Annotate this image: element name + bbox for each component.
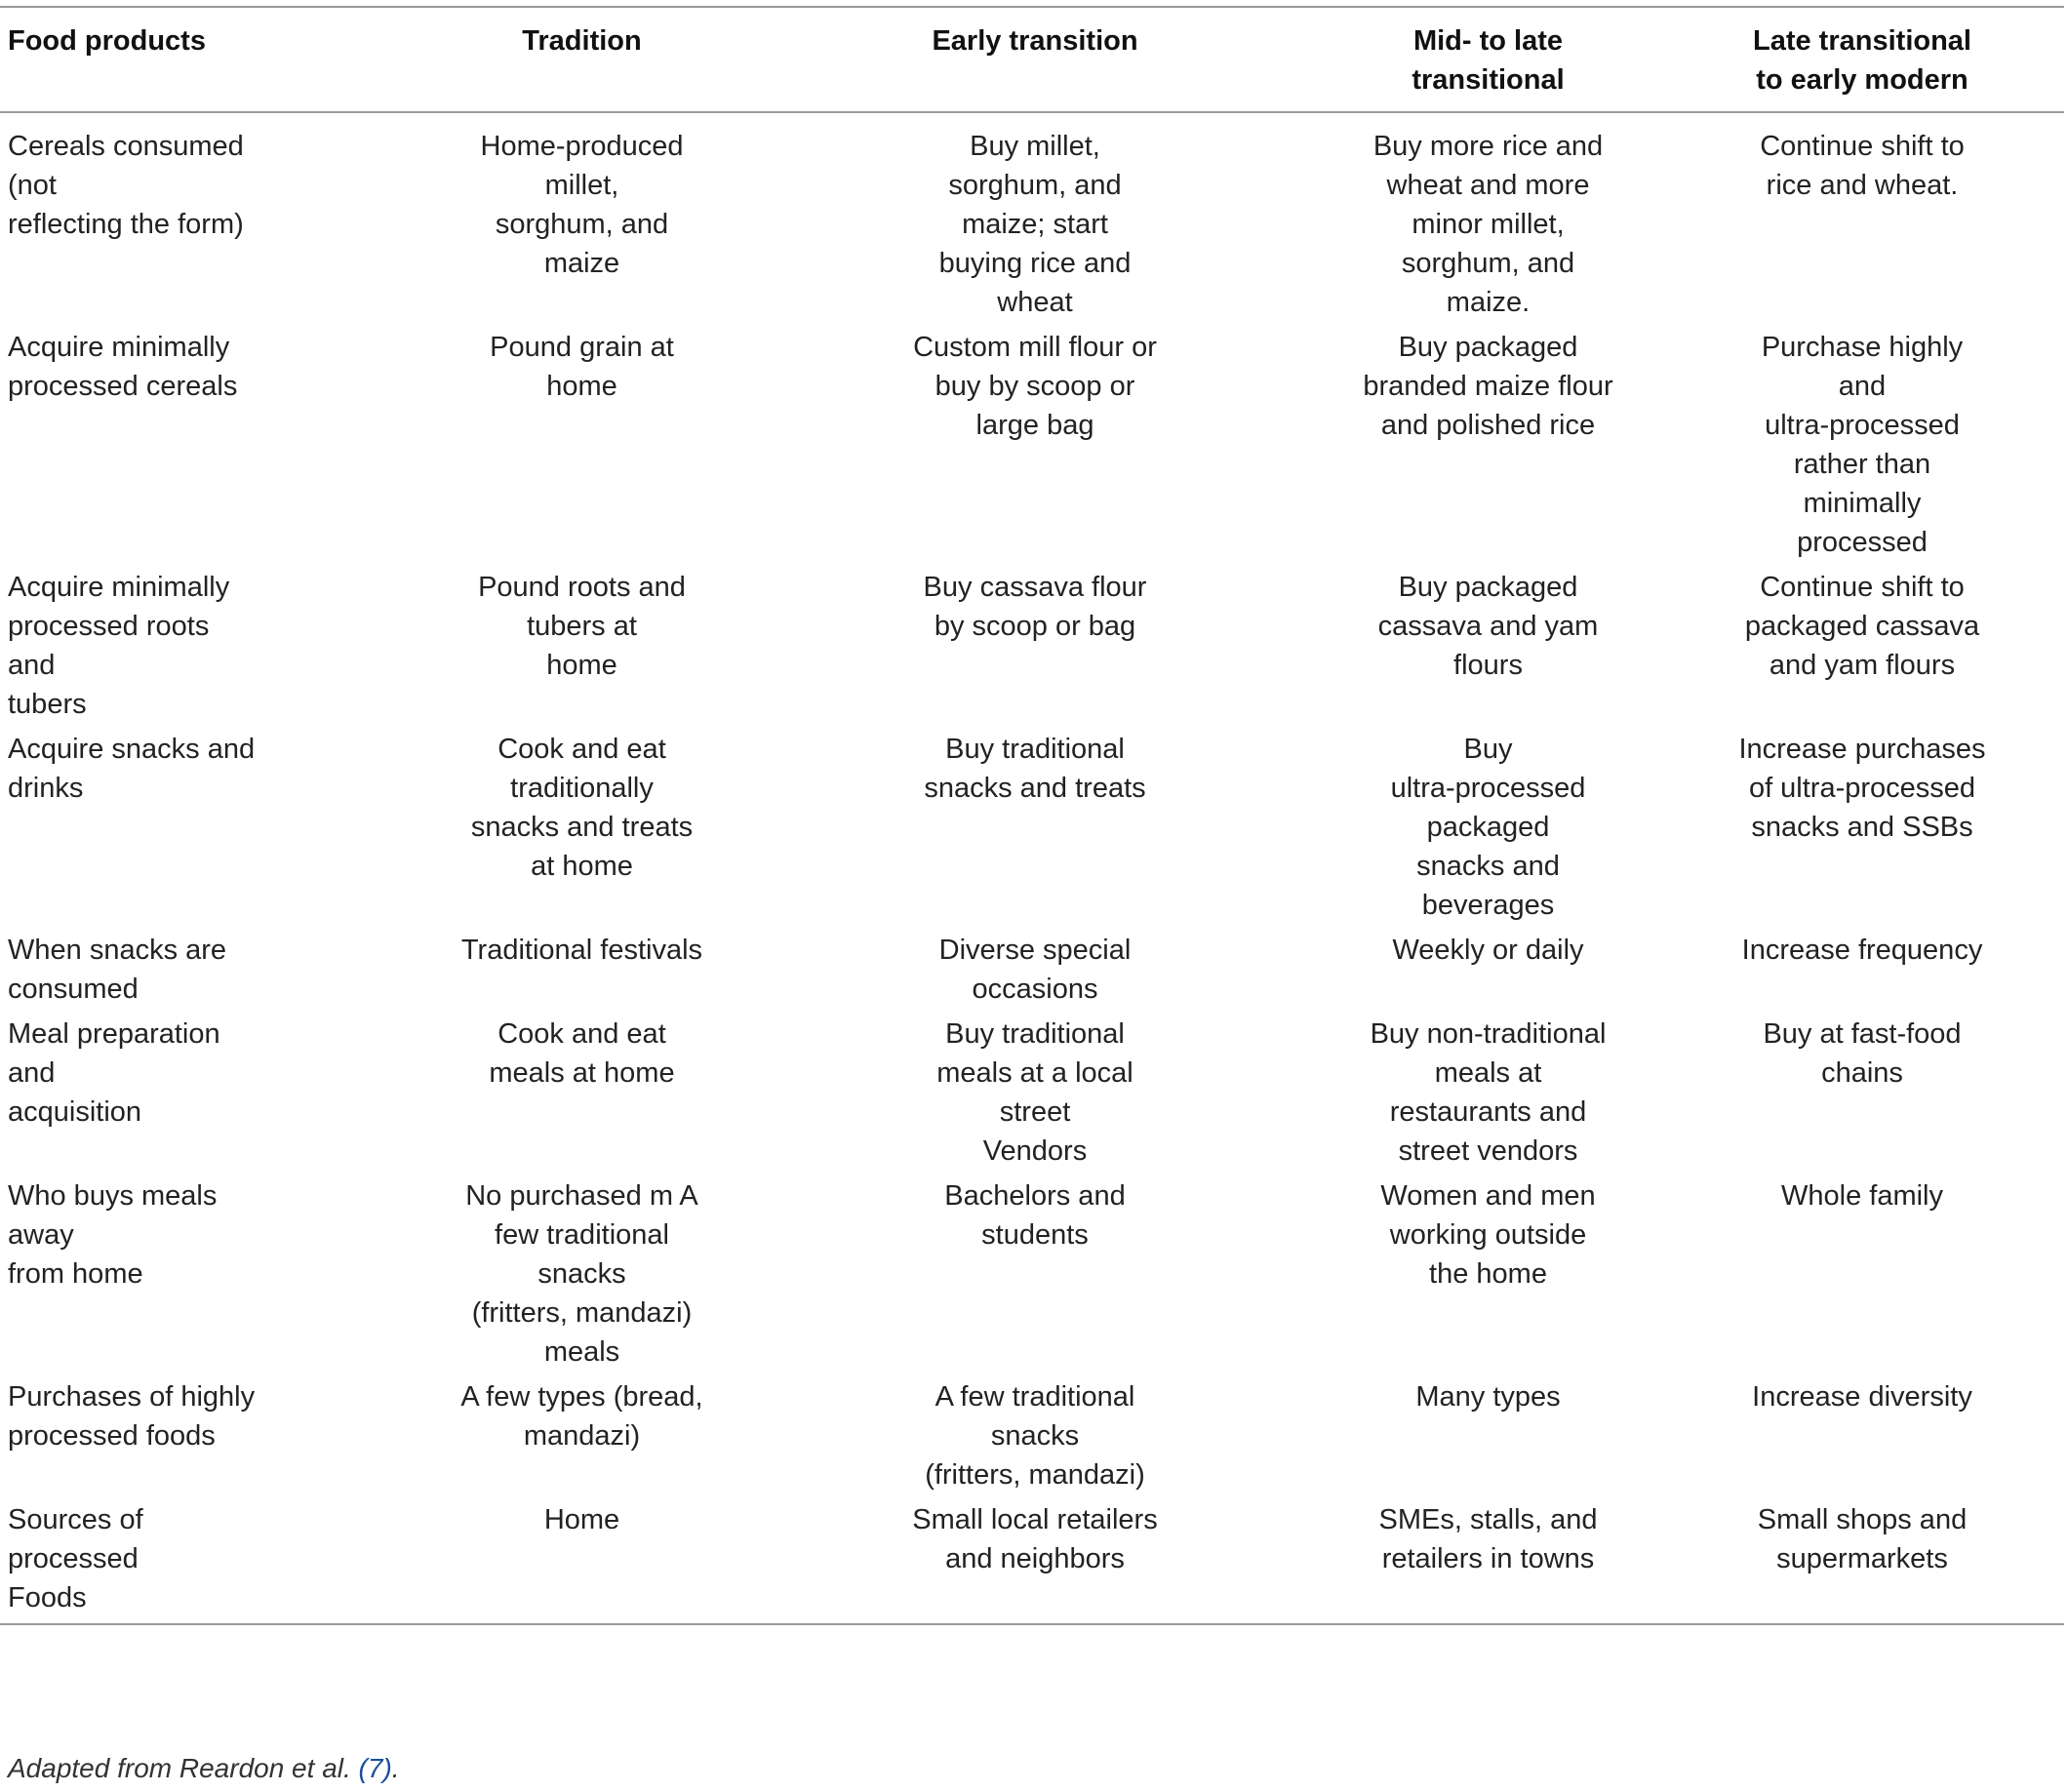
cell-food-product: When snacks are consumed (8, 935, 227, 1005)
cell-early-transition: Diverse special occasions (938, 935, 1132, 1005)
header-tradition (410, 7, 754, 112)
cell-mid-late-transitional: SMEs, stalls, and retailers in towns (1378, 1504, 1598, 1574)
cell-early-transition: Buy cassava flour by scoop or bag (923, 572, 1147, 642)
cell-late-transitional-early-modern: Increase frequency (1741, 935, 1983, 966)
cell-early-transition: Bachelors and students (944, 1180, 1126, 1251)
cell-tradition: Cook and eat meals at home (489, 1018, 675, 1089)
cell-early-transition: Buy traditional snacks and treats (924, 734, 1146, 804)
header-early-transition-text: Early transition (932, 25, 1138, 57)
cell-early-transition: Small local retailers and neighbors (912, 1504, 1158, 1574)
cell-late-transitional-early-modern: Continue shift to rice and wheat. (1760, 131, 1965, 201)
cell-late-transitional-early-modern: Purchase highly and ultra-processed rather than minimally processed (1761, 332, 1964, 558)
table-footnote (8, 1753, 400, 1784)
cell-mid-late-transitional: Buy packaged cassava and yam flours (1377, 572, 1599, 681)
cell-late-transitional-early-modern: Buy at fast-food chains (1763, 1018, 1962, 1089)
table-row (0, 925, 2064, 1009)
cell-mid-late-transitional: Buy more rice and wheat and more minor millet, sorghum, and maize. (1372, 131, 1604, 318)
cell-early-transition: Buy millet, sorghum, and maize; start buying rice and wheat (938, 131, 1132, 318)
cell-food-product: Purchases of highly processed foods (8, 1381, 256, 1452)
footnote-text: Adapted from Reardon et al. (8, 1753, 359, 1783)
cell-food-product: Sources of processed Foods (8, 1504, 143, 1613)
cell-early-transition: Custom mill flour or buy by scoop or large bag (913, 332, 1157, 441)
cell-mid-late-transitional: Buy ultra-processed packaged snacks and beverages (1390, 734, 1586, 921)
cell-tradition: No purchased m A few traditional snacks (fritters, mandazi) meals (465, 1180, 698, 1368)
cell-late-transitional-early-modern: Whole family (1781, 1180, 1943, 1212)
cell-early-transition: A few traditional snacks (fritters, mandazi) (925, 1381, 1145, 1491)
footnote-period: . (391, 1753, 400, 1783)
header-late-transitional-early-modern-text: Late transitional to early modern (1753, 25, 1971, 96)
cell-early-transition: Buy traditional meals at a local street Vendors (936, 1018, 1133, 1167)
cell-food-product: Acquire minimally processed cereals (8, 332, 238, 402)
cell-late-transitional-early-modern: Increase purchases of ultra-processed snacks and SSBs (1738, 734, 1986, 843)
food-transition-table (0, 6, 2064, 1625)
cell-mid-late-transitional: Weekly or daily (1392, 935, 1584, 966)
cell-late-transitional-early-modern: Increase diversity (1752, 1381, 1972, 1413)
header-food-products (0, 7, 410, 112)
table-row (0, 562, 2064, 724)
cell-food-product: Acquire snacks and drinks (8, 734, 256, 804)
table-row (0, 1494, 2064, 1624)
cell-late-transitional-early-modern: Small shops and supermarkets (1757, 1504, 1968, 1574)
cell-mid-late-transitional: Buy non-traditional meals at restaurants and street vendors (1370, 1018, 1607, 1167)
header-late-transitional-early-modern (1660, 7, 2064, 112)
cell-food-product: Meal preparation and acquisition (8, 1018, 220, 1128)
footnote-reference-link[interactable]: (7) (358, 1753, 392, 1783)
cell-mid-late-transitional: Women and men working outside the home (1380, 1180, 1596, 1290)
cell-mid-late-transitional: Buy packaged branded maize flour and polished rice (1363, 332, 1613, 441)
cell-tradition: Pound grain at home (490, 332, 674, 402)
cell-tradition: Home-produced millet, sorghum, and maize (480, 131, 684, 279)
header-mid-late-transitional (1316, 7, 1660, 112)
table-row (0, 322, 2064, 562)
table-row (0, 724, 2064, 925)
cell-food-product: Cereals consumed (not reflecting the form) (8, 131, 244, 240)
cell-tradition: Home (543, 1504, 620, 1535)
header-early-transition (754, 7, 1316, 112)
cell-tradition: Pound roots and tubers at home (478, 572, 686, 681)
cell-tradition: A few types (bread, mandazi) (460, 1381, 703, 1452)
cell-tradition: Traditional festivals (460, 935, 703, 966)
header-tradition-text: Tradition (522, 25, 642, 57)
table-row (0, 1009, 2064, 1171)
cell-tradition: Cook and eat traditionally snacks and treats at home (470, 734, 694, 882)
cell-mid-late-transitional: Many types (1415, 1381, 1561, 1413)
cell-late-transitional-early-modern: Continue shift to packaged cassava and yam flours (1744, 572, 1980, 681)
header-food-products-text: Food products (8, 25, 206, 57)
table-row (0, 112, 2064, 322)
table-header (0, 7, 2064, 112)
header-mid-late-transitional-text: Mid- to late transitional (1412, 25, 1565, 96)
header-row (0, 7, 2064, 112)
cell-food-product: Who buys meals away from home (8, 1180, 218, 1290)
table-row (0, 1171, 2064, 1372)
table-row (0, 1372, 2064, 1494)
cell-food-product: Acquire minimally processed roots and tubers (8, 572, 230, 720)
table-body (0, 112, 2064, 1624)
